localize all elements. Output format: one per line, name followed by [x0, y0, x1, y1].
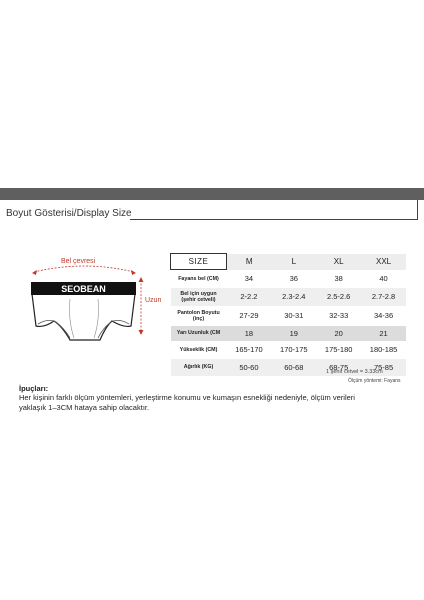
- table-cell: 68-75: [316, 359, 361, 376]
- table-cell: 34-36: [373, 311, 394, 320]
- table-cell: 2-2.2: [227, 288, 272, 306]
- table-cell: 2.3-2.4: [271, 288, 316, 306]
- waist-arrow-right: [131, 270, 136, 275]
- row-label: Yarı Uzunluk (CM: [171, 326, 227, 341]
- table-cell: 2.5-2.6: [316, 288, 361, 306]
- size-header-cell: M: [227, 254, 272, 270]
- title-underline: [130, 219, 418, 220]
- waist-arrow-left: [32, 270, 37, 275]
- table-cell: 75-85: [361, 359, 406, 376]
- title-corner-line: [417, 200, 418, 220]
- table-cell: 32-33: [329, 311, 349, 320]
- top-divider-bar: [0, 188, 424, 200]
- table-cell: 27-29: [239, 311, 259, 320]
- waist-measure-line: [34, 266, 134, 272]
- tips-text: Her kişinin farklı ölçüm yöntemleri, yerleştirme konumu ve kumaşın esnekliği nedeniyle, ölçüm verileri yaklaşık 1–3CM hataya sahip olacaktır.: [19, 393, 355, 412]
- row-label: Fayans bel (CM): [178, 275, 219, 282]
- table-row: [171, 270, 407, 288]
- length-arrow-top: [139, 277, 144, 282]
- table-cell: 38: [334, 274, 343, 283]
- ruler-note: 1 şehir cetvel = 3.33cm: [326, 369, 383, 375]
- length-label: Uzun: [145, 297, 162, 304]
- table-cell: 18: [227, 326, 272, 341]
- table-cell: 175-180: [324, 345, 353, 354]
- tips-title: İpuçları:: [19, 384, 49, 393]
- table-cell: 50-60: [227, 359, 272, 376]
- table-cell: 36: [289, 274, 298, 283]
- length-arrow-bottom: [139, 330, 144, 335]
- table-cell: 30-31: [284, 311, 304, 320]
- table-cell: 34: [244, 274, 254, 283]
- size-header-cell: SIZE: [171, 254, 227, 270]
- size-header-row: [171, 254, 407, 270]
- size-chart-table: [170, 253, 406, 376]
- table-cell: 180-185: [369, 345, 398, 354]
- table-row: [171, 306, 407, 326]
- table-row: [171, 288, 407, 306]
- brief-body: [32, 294, 135, 340]
- method-note: Ölçüm yöntemi: Fayans: [348, 378, 401, 384]
- size-header-cell: XXL: [361, 254, 406, 270]
- table-cell: 19: [271, 326, 316, 341]
- page-title: Boyut Gösterisi/Display Size: [6, 208, 132, 219]
- table-cell: 21: [361, 326, 406, 341]
- table-row: [171, 341, 407, 359]
- row-label: Yükseklik (CM): [179, 346, 218, 353]
- waist-label: Bel çevresi: [61, 258, 96, 265]
- table-cell: 170-175: [280, 345, 308, 354]
- underwear-diagram: [14, 250, 164, 360]
- table-cell: 40: [379, 274, 388, 283]
- table-row: [171, 326, 407, 341]
- row-label: Bel için uygun (şehir cetveli): [171, 288, 227, 306]
- size-header-cell: L: [271, 254, 316, 270]
- table-cell: 60-68: [271, 359, 316, 376]
- table-cell: 2.7-2.8: [361, 288, 406, 306]
- row-label: Ağırlık (KG): [171, 359, 227, 376]
- size-header-cell: XL: [316, 254, 361, 270]
- table-cell: 165-170: [235, 345, 263, 354]
- table-cell: 20: [316, 326, 361, 341]
- brand-label: SEOBEAN: [61, 284, 106, 294]
- row-label: Pantolon Boyutu (inç): [177, 309, 220, 322]
